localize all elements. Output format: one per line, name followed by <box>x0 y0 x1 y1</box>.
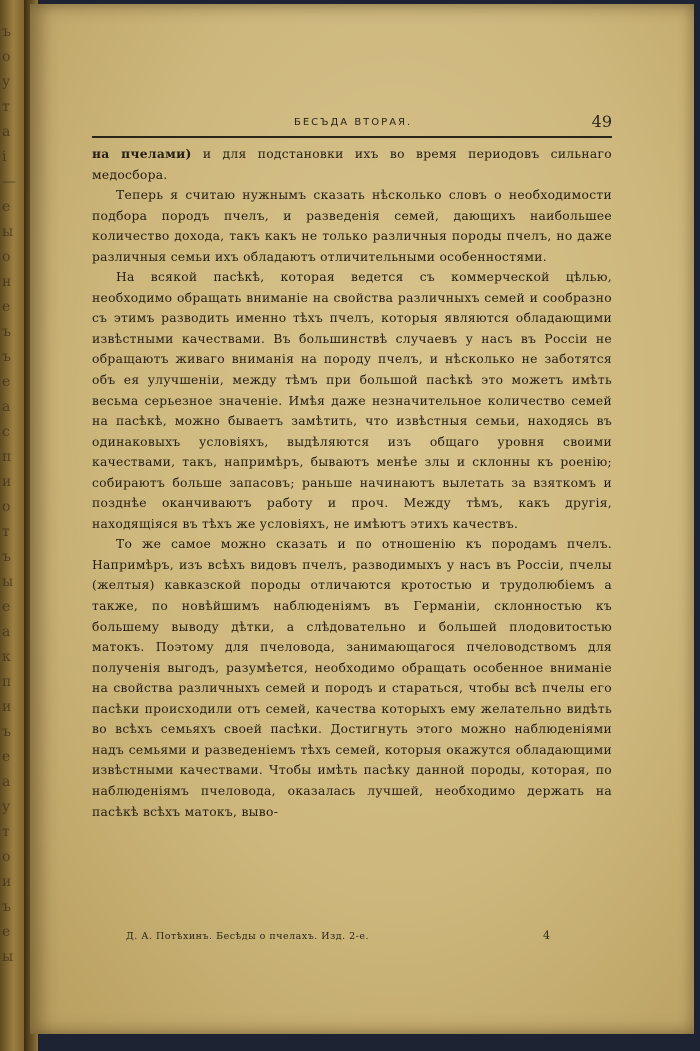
page-body <box>92 144 612 822</box>
running-head: БЕСЪДА ВТОРАЯ. <box>294 117 413 128</box>
paragraph-1-text: и для подстановки ихъ во время периодовъ сильнаго медосбора. <box>92 147 612 182</box>
page-header <box>92 112 612 138</box>
paragraph-3: На всякой пасѣкѣ, которая ведется съ коммерческой цѣлью, необходимо обращать вниманіе на свойства различныхъ семей и сообразно съ этимъ разводить именно тѣхъ пчелъ, которыя являются обладающими извѣстными качествами. Въ большинствѣ случаевъ у насъ въ Россіи не обращаютъ живаго вниманія на породу пчелъ, и нѣсколько не заботятся объ ея улучшеніи, между тѣмъ при большой пасѣкѣ это можетъ имѣть весьма серьезное значеніе. Имѣя даже незначительное количество семей на пасѣкѣ, можно бываетъ замѣтить, что извѣстныя семьи, находясь въ одинаковыхъ условіяхъ, выдѣляются изъ общаго уровня своими качествами, такъ, напримѣръ, бываютъ менѣе злы и склонны къ роенію; собираютъ больше запасовъ; раньше начинаютъ вылетать за взяткомъ и позднѣе оканчиваютъ работу и проч. Между тѣмъ, какъ другія, находящіяся въ тѣхъ же условіяхъ, не имѣютъ этихъ качествъ. <box>92 270 612 531</box>
footer-note: Д. А. Потѣхинъ. Бесѣды о пчелахъ. Изд. 2-е. <box>126 931 370 942</box>
facing-page-text: ъ о у т а і — е ы о н е ъ ъ е а с п и о т ъ ы е а к п и ъ е а у т о и ъ е ы <box>2 24 17 965</box>
signature-mark: 4 <box>543 929 550 942</box>
book-page <box>30 4 694 1034</box>
page-footer <box>92 929 612 947</box>
paragraph-4: То же самое можно сказать и по отношенію къ породамъ пчелъ. Напримѣръ, изъ всѣхъ видовъ пчелъ, разводимыхъ у насъ въ Россіи, пчелы (желтыя) кавказской породы отличаются кротостью и трудолюбіемъ а также, по новѣйшимъ наблюденіямъ въ Германіи, склонностью къ большему выводу дѣтки, а слѣдовательно и большей плодовитостью матокъ. Поэтому для пчеловода, занимающагося пчеловодствомъ для полученія выгодъ, разумѣется, необходимо обращать особенное вниманіе на свойства различныхъ семей и породъ и стараться, чтобы всѣ пчелы его пасѣки происходили отъ семей, качества которыхъ ему желательно видѣть во всѣхъ семьяхъ своей пасѣки. Достигнуть этого можно наблюденіями надъ семьями и разведеніемъ тѣхъ семей, которыя окажутся обладающими извѣстными качествами. Чтобы имѣть пасѣку данной породы, которая, по наблюденіямъ пчеловода, оказалась лучшей, необходимо держать на пасѣкѣ всѣхъ матокъ, выво- <box>92 537 612 819</box>
page-number: 49 <box>591 112 612 131</box>
paragraph-2: Теперь я считаю нужнымъ сказать нѣсколько словъ о необходимости подбора породъ пчелъ, и разведенія семей, дающихъ наибольшее количество дохода, такъ какъ не только различныя породы пчелъ, но даже различныя семьи ихъ обладаютъ отличительными особенностями. <box>92 188 612 264</box>
paragraph-1 <box>92 144 612 185</box>
paragraph-1-bold: на пчелами) <box>92 146 192 161</box>
